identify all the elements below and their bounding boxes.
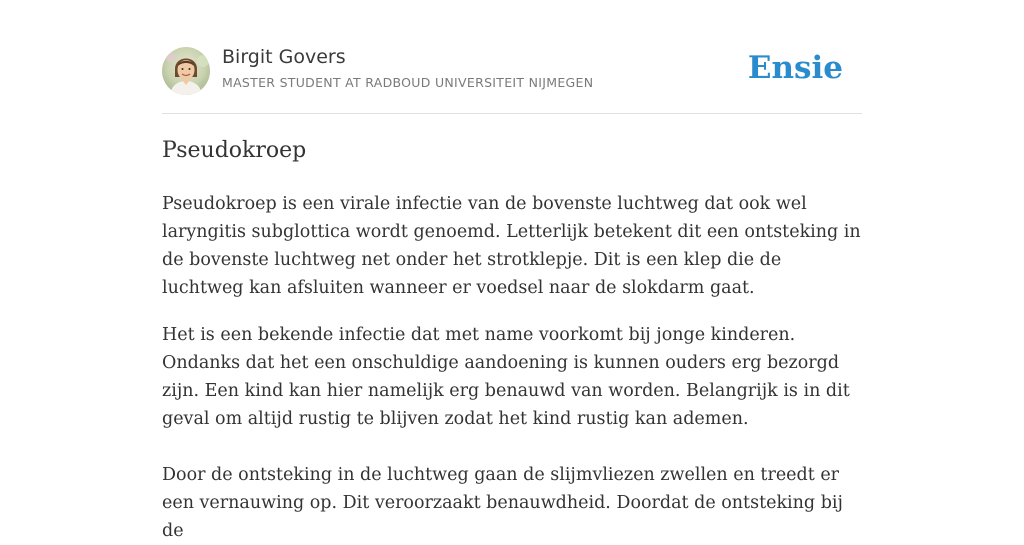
avatar-photo bbox=[162, 47, 210, 95]
article-paragraph: Het is een bekende infectie dat met name voorkomt bij jonge kinderen. Ondanks dat het een onschuldige aandoening is kunnen ouders erg bezorgd zijn. Een kind kan hier namelijk erg benauwd van worden. Belangrijk is in dit geval om altijd rustig te blijven zodat het kind rustig kan ademen. bbox=[162, 325, 850, 429]
author-role: MASTER STUDENT AT RADBOUD UNIVERSITEIT NIJMEGEN bbox=[222, 75, 594, 90]
brand-logo[interactable]: Ensie bbox=[747, 50, 843, 86]
article-page bbox=[162, 0, 862, 541]
article-paragraph: Door de ontsteking in de luchtweg gaan de slijmvliezen zwellen en treedt er een vernauwing op. Dit veroorzaakt benauwdheid. Doordat de ontsteking bij de bbox=[162, 465, 843, 541]
author-header bbox=[162, 0, 862, 114]
article-paragraph: Pseudokroep is een virale infectie van de bovenste luchtweg dat ook wel laryngitis subglottica wordt genoemd. Letterlijk betekent dit een ontsteking in de bovenste luchtweg net onder het strotklepje. Dit is een klep die de luchtweg kan afsluiten wanneer er voedsel naar de slokdarm gaat. bbox=[162, 194, 861, 298]
author-name[interactable]: Birgit Govers bbox=[222, 46, 346, 68]
article-title: Pseudokroep bbox=[162, 138, 307, 163]
avatar[interactable] bbox=[162, 47, 210, 95]
